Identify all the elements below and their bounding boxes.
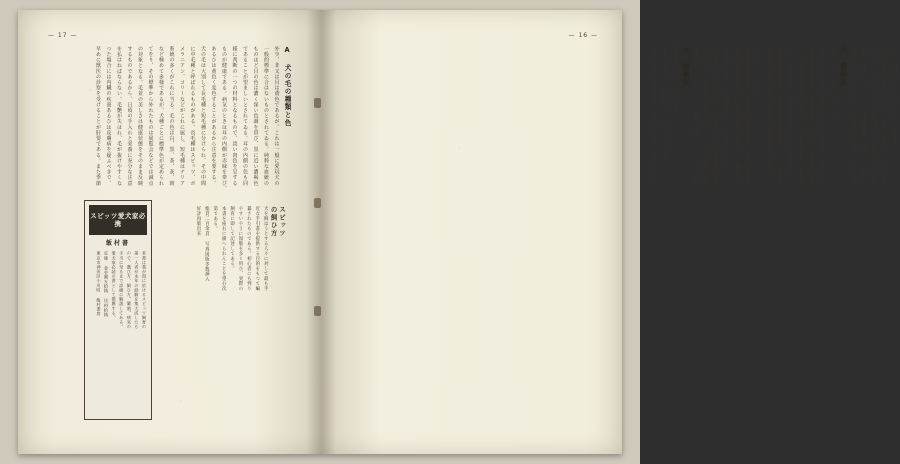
open-book [18,10,898,454]
right-column-heading-1: 六 栽培果 [838,46,847,87]
advertisement-side-column-7: 第である。 [212,206,218,231]
advertisement-side-column-8: 総頁二百余頁 写真図版多数挿入 [204,206,210,282]
right-column-7: 犬舎の大きさは犬の体格に応じて定めるが、あまり狭い [818,46,825,186]
right-column-10: しばしば取り替へ、常に清潔を保つやうに心掛ける。 [787,46,793,181]
left-column-10: メラニアン、コリーなどがこれに属し、短毛種はテリア [179,46,185,186]
right-column-1: 飼つて面白味のある場合が多い。飼養に当つては、まづ [892,46,898,186]
left-column-15: するものであるから、日頃の手入れと栄養に充分な注意 [126,46,133,186]
left-column-7: あるひは黄色く変色することがあるから注意を要する。 [210,46,217,186]
right-column-12: 器は病気の原因となる。飲料水は新鮮なものを常に与へ [766,46,772,186]
right-column-15: 刻に戸外に連れ出し、充分に運動させること。運動不足 [734,46,741,186]
right-column-20: 類は絶対に与へてはならない。 [671,46,678,125]
right-column-8: ものは不可である。犬が自由に立ち上り、また横たはる [808,46,814,186]
advertisement-box [84,200,152,420]
advertisement-side-column-2: 近な手引書を提供する目的をもつて編 [254,206,260,291]
left-column-4: であることが望ましいとされてゐる。耳の内側の色も同 [242,46,248,186]
right-column-16: は肥満を招き、また性質を荒くする原因ともなる。 [724,46,730,175]
advertisement-side-column-1: 犬を飼はうとする人々に対して最も手 [263,206,269,291]
advertisement-title: スピッツ愛犬家必携 [89,205,147,235]
left-column-6: ものが健康である。病気のときは耳の内側が赤味を帯び、 [221,46,227,192]
left-page-folio: — 17 — [48,32,78,39]
advertisement-side-column-5: 飼育に即して記述してある。 [229,206,235,271]
left-column-13: てをり、その標準から外れたものは展覧会などでは減点 [147,46,154,186]
advertisement-side-column-4: やすいやうに図版を多く用ひ、実際の [237,206,243,291]
left-column-5: 様に判断の一つの材料となるもので、淡い肉色を呈する [231,46,238,186]
advertisement-body-column-5: 愛犬家必読の書として推薦する。 [111,251,117,320]
right-column-17: 次に飼料について述べる。犬は肉食に近い雑食性の動物 [713,46,720,186]
advertisement-body-column-6: 定価 金壱圓五拾銭 送料拾銭 [104,251,110,317]
left-column-18: 早めに獣医の診察を受けることが肝要である。また季節 [95,46,101,186]
left-column-9: に中毛種と呼ばれるものがある。長毛種はスピッツ、ポ [189,46,196,186]
right-column-19: を適宜配合して与へる。食塩は少量にとどめ、香辛料の [692,46,699,186]
left-column-heading-1: A 犬の毛の種類と色 [283,46,291,127]
left-page [18,10,320,454]
binding-stitch-3 [314,306,321,316]
right-page-textblock [652,46,900,418]
advertisement-side-column-9: 好評再版出来 [195,206,201,236]
advertisement-body-column-3: ので、選び方、飼ひ方、繁殖、病気の [126,251,132,330]
binding-stitch-2 [314,198,321,208]
right-column-9: ことの出来る余裕を持たせることが必要である。敷藁は [797,46,804,186]
advertisement-publisher: 飯村書 [105,240,130,247]
right-column-21: 子犬の場合は一日四回乃至五回に分けて少量づつ与へ、 [661,46,667,186]
right-page [320,10,898,454]
left-column-14: の対象となる。毛並の美しさは健康状態をそのまま反映 [137,46,143,186]
left-column-17: つた場合には内臓の疾患あるひは皮膚病を疑ふべきで、 [105,46,112,186]
left-column-2: 一般的標準に合はないものとされてゐる。純粋な血統の [263,46,269,186]
advertisement-body-column-1: 本書は我が国に於けるスピッツ飼育の [142,251,147,330]
right-column-22: 成長に従つて回数を減じ、成犬では朝夕二回とするのが [650,46,657,186]
left-column-1: 外少、非又は目は鳶色であるが、これは一般に愛玩犬の [273,46,280,186]
advertisement-body [88,251,148,413]
advertisement-body-column-4: 手当に至るまで詳細に解説してある。 [119,251,125,330]
advertisement-side-heading-1: スピッツ [278,206,286,238]
left-column-12: など極めて多様であるが、犬種ごとに標準色が定められ [158,46,164,186]
right-column-11: 食器は毎回洗浄し、残餌は必ず取り除くこと。不潔な食 [776,46,783,186]
left-column-16: を払はねばならない。毛艶が失はれ、毛が抜けやすくな [116,46,122,186]
right-column-6: 凌げるものでなければならぬ。 [829,46,835,125]
left-column-3: ものほど目の色は濃く深い色調を帯び、黒に近い濃褐色 [252,46,259,186]
advertisement-side-column-3: 纂されたものである。初心者にも判り [246,206,252,291]
right-column-heading-2: 七 飼養室 [681,46,689,87]
left-column-11: 系統の多くがこれに当る。毛の色は白、黒、茶、灰、斑 [168,46,175,186]
right-column-18: であるから、動物性蛋白質を主とし、これに穀類、野菜 [703,46,709,186]
advertisement-side-column-6: 本書を座右に備へられんことを望む次 [221,206,227,291]
advertisement-side-text [154,206,286,418]
right-page-folio: — 16 — [568,32,598,39]
binding-stitch-1 [314,98,321,108]
advertisement-body-column-7: 東京市神田区小川町 飯村書房 [96,251,102,317]
left-column-8: 犬の毛は大別して長毛種と短毛種に分けられ、その中間 [200,46,206,186]
advertisement-side-heading-2: の飼ひ方 [269,206,278,238]
right-column-4: 絶対に避けねばならない。床は地面より高くし、雨水の [860,46,867,186]
right-column-14: 運動は健康保持の上に極めて重要である。毎日一定の時 [745,46,751,186]
right-column-5: 侵入を防ぐやう工夫する。屋根は日光を遮り、かつ雨を [850,46,856,186]
right-column-3: しがよく、日当りのよい場所を選び、湿気の多い土地は [871,46,877,186]
right-column-13: られるやうにしておく。 [755,46,762,108]
right-column-2: 犬舎の設備を整へてやることが第一である。犬舎は風通 [881,46,888,186]
advertisement-body-column-2: 第一人者が永年の経験を集大成したも [134,251,140,330]
